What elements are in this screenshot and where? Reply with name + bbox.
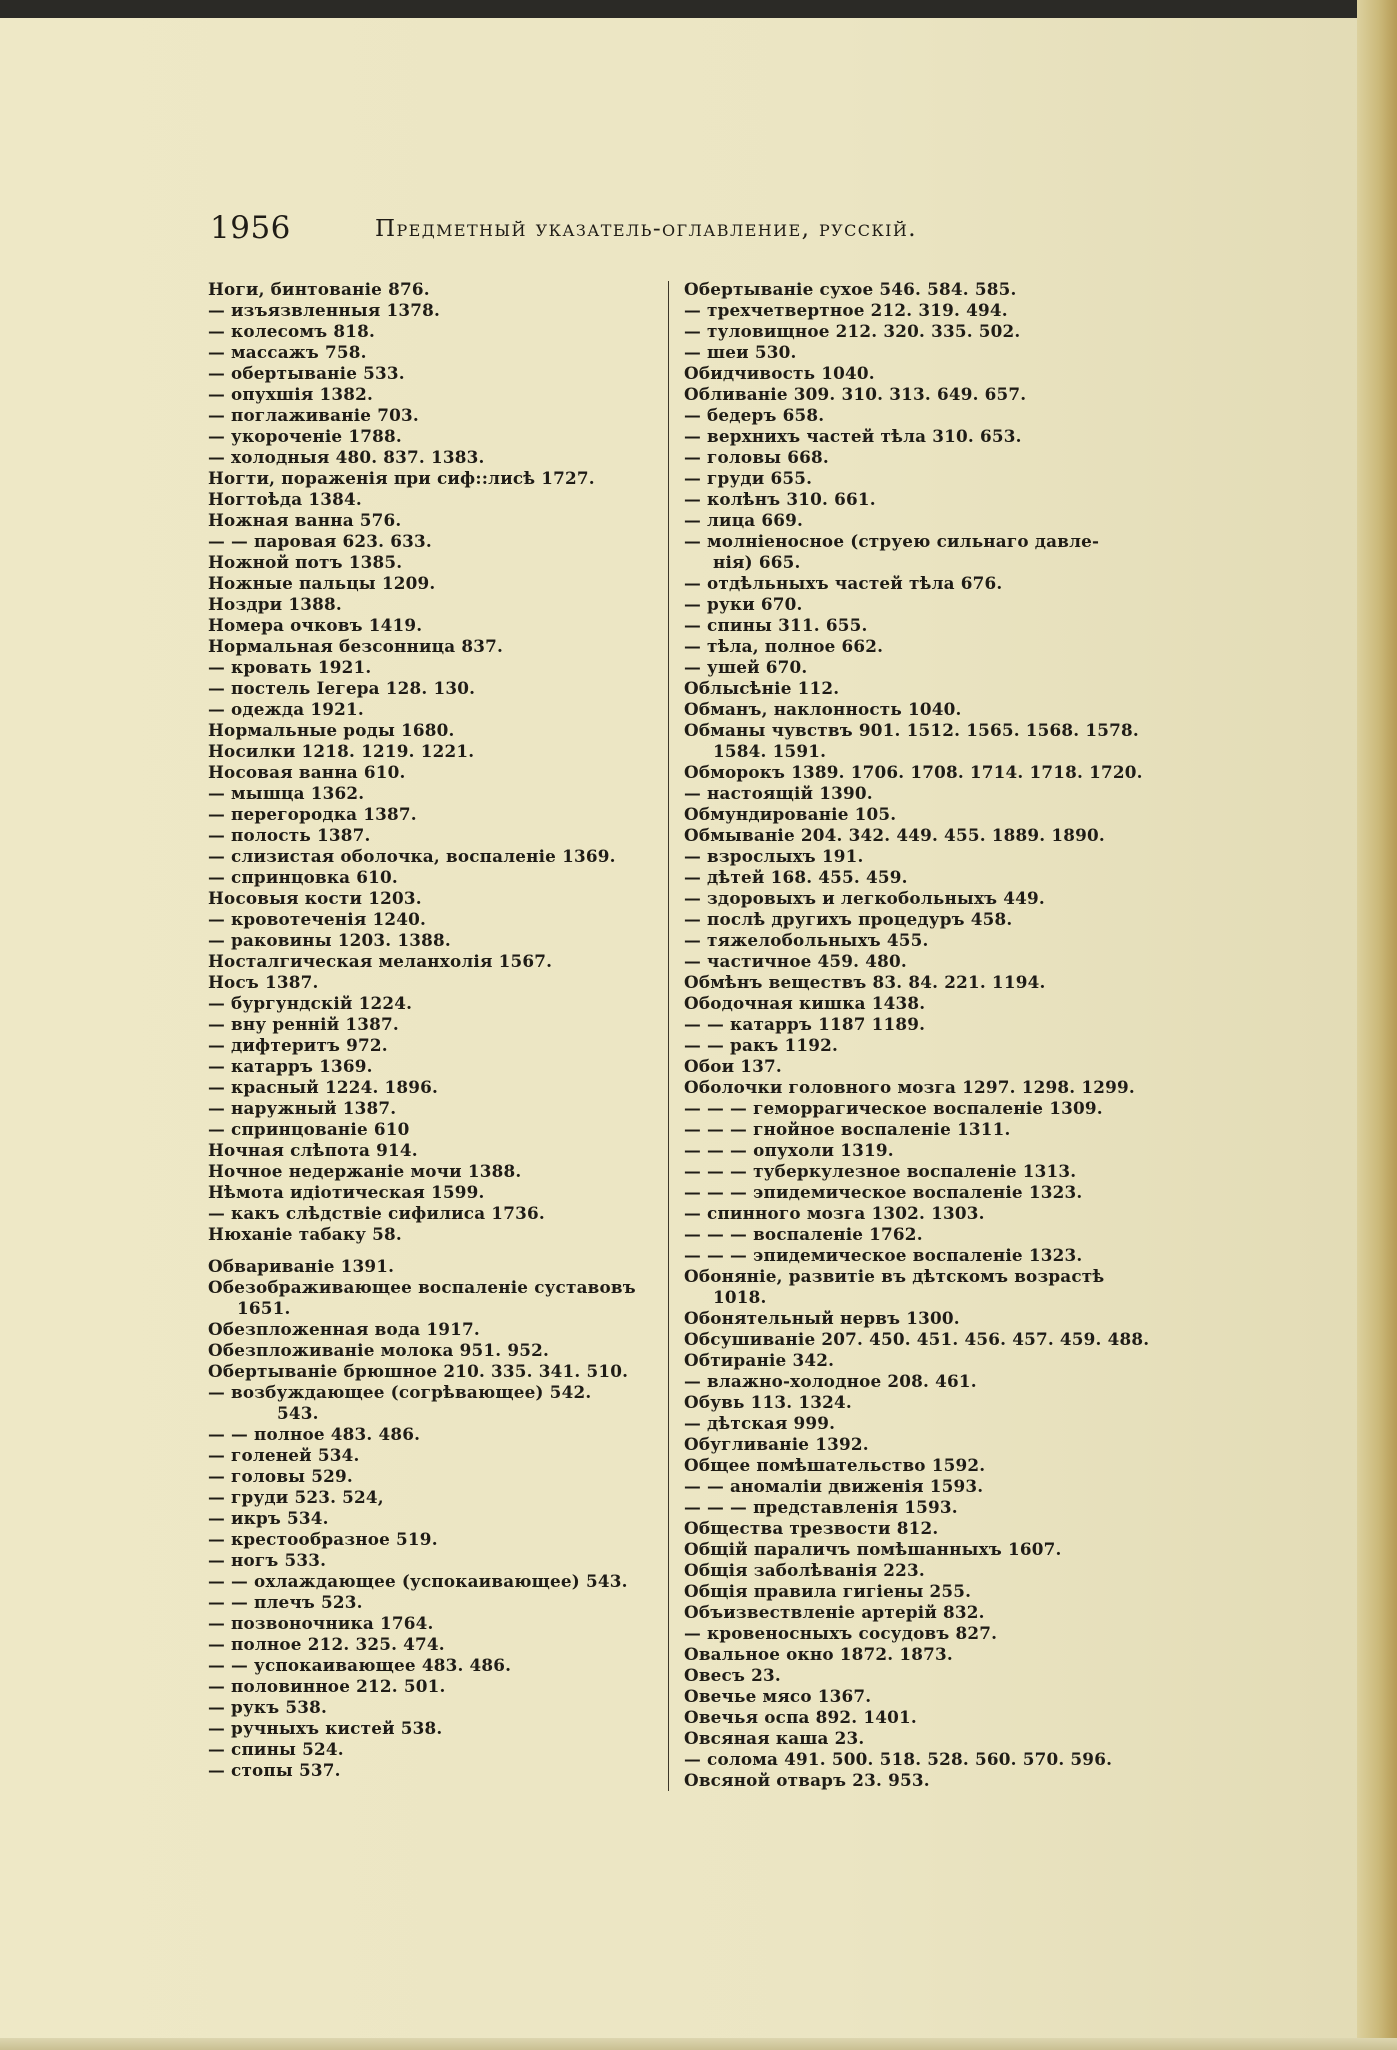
- index-entry: — колесомъ 818.: [208, 321, 376, 341]
- index-entry: — шеи 530.: [684, 342, 797, 362]
- index-entry: Облысѣніе 112.: [684, 678, 840, 698]
- index-entry: — руки 670.: [684, 594, 803, 614]
- index-entry: — — успокаивающее 483. 486.: [208, 1655, 512, 1675]
- index-entry: — спринцовка 610.: [208, 867, 398, 887]
- page-number: 1956: [210, 210, 291, 246]
- index-entry: — бедеръ 658.: [684, 405, 825, 425]
- scan-top-border: [0, 0, 1397, 18]
- index-entry: Обувь 113. 1324.: [684, 1392, 852, 1412]
- index-entry: — — катарръ 1187 1189.: [684, 1014, 926, 1034]
- index-entry: — верхнихъ частей тѣла 310. 653.: [684, 426, 1022, 446]
- index-entry: — поглаживаніе 703.: [208, 405, 419, 425]
- index-entry: — — охлаждающее (успокаивающее) 543.: [208, 1571, 628, 1591]
- index-entry: нія) 665.: [713, 552, 801, 572]
- index-entry: — тяжелобольныхъ 455.: [684, 930, 929, 950]
- index-entry: Общее помѣшательство 1592.: [684, 1455, 986, 1475]
- index-entry: Объизвествленіе артерій 832.: [684, 1602, 985, 1622]
- index-entry: — перегородка 1387.: [208, 804, 417, 824]
- index-entry: — постель Iегера 128. 130.: [208, 678, 476, 698]
- index-entry: — кровеносныхъ сосудовъ 827.: [684, 1623, 998, 1643]
- index-entry: Ободочная кишка 1438.: [684, 993, 926, 1013]
- index-entry: — груди 655.: [684, 468, 813, 488]
- index-entry: — спины 524.: [208, 1739, 344, 1759]
- index-entry: — полное 212. 325. 474.: [208, 1634, 445, 1654]
- index-entry: — позвоночника 1764.: [208, 1613, 434, 1633]
- index-entry: Овсяная каша 23.: [684, 1728, 865, 1748]
- index-entry: Нѣмота идіотическая 1599.: [208, 1182, 485, 1202]
- index-entry: — отдѣльныхъ частей тѣла 676.: [684, 573, 1003, 593]
- index-entry: Обманъ, наклонность 1040.: [684, 699, 962, 719]
- index-entry: 1651.: [237, 1298, 291, 1318]
- index-entry: Обезображивающее воспаленіе суставовъ: [208, 1277, 636, 1297]
- index-entry: Носовыя кости 1203.: [208, 888, 422, 908]
- page-edge: [1357, 0, 1397, 2050]
- index-entry: Овесъ 23.: [684, 1665, 781, 1685]
- index-entry: — кровотеченія 1240.: [208, 909, 427, 929]
- index-entry: — настоящій 1390.: [684, 783, 873, 803]
- index-entry: — ручныхъ кистей 538.: [208, 1718, 443, 1738]
- index-entry: Обморокъ 1389. 1706. 1708. 1714. 1718. 1720.: [684, 762, 1143, 782]
- index-entry: Обманы чувствъ 901. 1512. 1565. 1568. 1578.: [684, 720, 1139, 740]
- index-entry: — — паровая 623. 633.: [208, 531, 432, 551]
- index-entry: Общій параличъ помѣшанныхъ 1607.: [684, 1539, 1062, 1559]
- index-entry: — груди 523. 524,: [208, 1487, 384, 1507]
- index-entry: Обугливаніе 1392.: [684, 1434, 869, 1454]
- index-entry: Овсяной отваръ 23. 953.: [684, 1770, 930, 1790]
- index-column-right: [684, 279, 1150, 1791]
- index-entry: — дифтеритъ 972.: [208, 1035, 388, 1055]
- index-entry: — ногъ 533.: [208, 1550, 327, 1570]
- index-entry: 1584. 1591.: [713, 741, 827, 761]
- index-entry: — изъязвленныя 1378.: [208, 300, 441, 320]
- index-entry: — полость 1387.: [208, 825, 371, 845]
- index-entry: — взрослыхъ 191.: [684, 846, 864, 866]
- page-bottom-edge: [0, 2038, 1397, 2050]
- index-entry: — массажъ 758.: [208, 342, 367, 362]
- index-entry: Обмѣнъ веществъ 83. 84. 221. 1194.: [684, 972, 1046, 992]
- index-entry: 1018.: [713, 1287, 767, 1307]
- index-entry: — послѣ другихъ процедуръ 458.: [684, 909, 1013, 929]
- index-entry: — — ракъ 1192.: [684, 1035, 839, 1055]
- index-entry: — кровать 1921.: [208, 657, 372, 677]
- index-entry: Обои 137.: [684, 1056, 782, 1076]
- index-entry: — опухшія 1382.: [208, 384, 374, 404]
- index-entry: Овечье мясо 1367.: [684, 1686, 872, 1706]
- index-entry: — — полное 483. 486.: [208, 1424, 421, 1444]
- index-entry: — возбуждающее (согрѣвающее) 542.: [208, 1382, 592, 1402]
- index-entry: — катарръ 1369.: [208, 1056, 373, 1076]
- index-entry: — — — геморрагическое воспаленіе 1309.: [684, 1098, 1103, 1118]
- index-entry: — рукъ 538.: [208, 1697, 328, 1717]
- index-entry: — — — представленія 1593.: [684, 1497, 958, 1517]
- index-entry: — холодныя 480. 837. 1383.: [208, 447, 485, 467]
- index-entry: — частичное 459. 480.: [684, 951, 907, 971]
- index-entry: — бургундскій 1224.: [208, 993, 413, 1013]
- index-entry: Ножной потъ 1385.: [208, 552, 403, 572]
- index-entry: Нормальные роды 1680.: [208, 720, 455, 740]
- index-entry: — какъ слѣдствіе сифилиса 1736.: [208, 1203, 545, 1223]
- index-entry: — стопы 537.: [208, 1760, 341, 1780]
- index-entry: — лица 669.: [684, 510, 804, 530]
- index-entry: Обливаніе 309. 310. 313. 649. 657.: [684, 384, 1027, 404]
- index-entry: — — — туберкулезное воспаленіе 1313.: [684, 1161, 1077, 1181]
- index-entry: — молніеносное (струею сильнаго давле-: [684, 531, 1100, 551]
- index-entry: Нюханіе табаку 58.: [208, 1224, 402, 1244]
- index-entry: — спинного мозга 1302. 1303.: [684, 1203, 985, 1223]
- index-entry: Обсушиваніе 207. 450. 451. 456. 457. 459. 488.: [684, 1329, 1150, 1349]
- index-entry: — трехчетвертное 212. 319. 494.: [684, 300, 1008, 320]
- index-entry: Нормальная безсонница 837.: [208, 636, 504, 656]
- index-entry: — туловищное 212. 320. 335. 502.: [684, 321, 1021, 341]
- index-entry: Общества трезвости 812.: [684, 1518, 939, 1538]
- index-entry: — икръ 534.: [208, 1508, 329, 1528]
- running-title: Предметный указатель-оглавление, русскій.: [375, 216, 917, 242]
- index-entry: — наружный 1387.: [208, 1098, 397, 1118]
- index-entry: — дѣтская 999.: [684, 1413, 836, 1433]
- index-entry: — здоровыхъ и легкобольныхъ 449.: [684, 888, 1045, 908]
- index-entry: — спины 311. 655.: [684, 615, 868, 635]
- index-entry: — колѣнъ 310. 661.: [684, 489, 876, 509]
- index-entry: — укороченіе 1788.: [208, 426, 402, 446]
- index-entry: — мышца 1362.: [208, 783, 365, 803]
- index-entry: Овечья оспа 892. 1401.: [684, 1707, 917, 1727]
- index-entry: Обвариваніе 1391.: [208, 1256, 395, 1276]
- index-entry: Обидчивость 1040.: [684, 363, 875, 383]
- index-entry: — дѣтей 168. 455. 459.: [684, 867, 908, 887]
- index-entry: Обоняніе, развитіе въ дѣтскомъ возрастѣ: [684, 1266, 1105, 1286]
- index-entry: — — — эпидемическое воспаленіе 1323.: [684, 1182, 1083, 1202]
- index-entry: — раковины 1203. 1388.: [208, 930, 451, 950]
- index-entry: Общія правила гигіены 255.: [684, 1581, 972, 1601]
- index-entry: Носталгическая меланхолія 1567.: [208, 951, 553, 971]
- index-entry: — спринцованіе 610: [208, 1119, 410, 1139]
- column-divider: [668, 281, 669, 1791]
- index-entry: Обмываніе 204. 342. 449. 455. 1889. 1890.: [684, 825, 1105, 845]
- index-entry: Оболочки головного мозга 1297. 1298. 1299.: [684, 1077, 1135, 1097]
- index-entry: Ногти, пораженія при сиф::лисѣ 1727.: [208, 468, 595, 488]
- index-entry: — — плечъ 523.: [208, 1592, 363, 1612]
- index-entry: Номера очковъ 1419.: [208, 615, 423, 635]
- page-header: [210, 210, 1210, 250]
- index-entry: — — — гнойное воспаленіе 1311.: [684, 1119, 1011, 1139]
- index-entry: — — — воспаленіе 1762.: [684, 1224, 923, 1244]
- index-entry: — слизистая оболочка, воспаленіе 1369.: [208, 846, 616, 866]
- index-entry: — — — опухоли 1319.: [684, 1140, 894, 1160]
- index-entry: — солома 491. 500. 518. 528. 560. 570. 596.: [684, 1749, 1113, 1769]
- index-entry: — одежда 1921.: [208, 699, 364, 719]
- index-entry: Обертываніе брюшное 210. 335. 341. 510.: [208, 1361, 629, 1381]
- index-entry: Ноги, бинтованіе 876.: [208, 279, 430, 299]
- index-entry: Обонятельный нервъ 1300.: [684, 1308, 960, 1328]
- index-entry: — вну ренній 1387.: [208, 1014, 399, 1034]
- index-entry: Обтираніе 342.: [684, 1350, 835, 1370]
- index-column-left: [208, 279, 663, 1781]
- index-entry: — влажно-холодное 208. 461.: [684, 1371, 977, 1391]
- index-entry: Носовая ванна 610.: [208, 762, 406, 782]
- index-entry: — головы 668.: [684, 447, 829, 467]
- index-entry: Обезпложиваніе молока 951. 952.: [208, 1340, 550, 1360]
- index-entry: — ушей 670.: [684, 657, 808, 677]
- index-entry: Обертываніе сухое 546. 584. 585.: [684, 279, 1017, 299]
- index-entry: Обезпложенная вода 1917.: [208, 1319, 480, 1339]
- index-entry: Овальное окно 1872. 1873.: [684, 1644, 953, 1664]
- index-entry: — половинное 212. 501.: [208, 1676, 446, 1696]
- index-entry: Ночная слѣпота 914.: [208, 1140, 418, 1160]
- index-entry: — — — эпидемическое воспаленіе 1323.: [684, 1245, 1083, 1265]
- index-entry: Носъ 1387.: [208, 972, 319, 992]
- index-entry: Обмундированіе 105.: [684, 804, 897, 824]
- index-entry: — — аномаліи движенія 1593.: [684, 1476, 984, 1496]
- index-entry: — красный 1224. 1896.: [208, 1077, 439, 1097]
- index-entry: — крестообразное 519.: [208, 1529, 438, 1549]
- index-entry: Ногтоѣда 1384.: [208, 489, 362, 509]
- index-entry: Ноздри 1388.: [208, 594, 342, 614]
- index-entry: — голеней 534.: [208, 1445, 360, 1465]
- index-entry: Ножные пальцы 1209.: [208, 573, 436, 593]
- index-entry: — обертываніе 533.: [208, 363, 405, 383]
- index-entry: Ночное недержаніе мочи 1388.: [208, 1161, 522, 1181]
- index-entry: 543.: [277, 1403, 319, 1423]
- index-entry: Ножная ванна 576.: [208, 510, 402, 530]
- index-entry: Общія заболѣванія 223.: [684, 1560, 925, 1580]
- index-entry: — головы 529.: [208, 1466, 353, 1486]
- index-entry: — тѣла, полное 662.: [684, 636, 884, 656]
- index-entry: Носилки 1218. 1219. 1221.: [208, 741, 475, 761]
